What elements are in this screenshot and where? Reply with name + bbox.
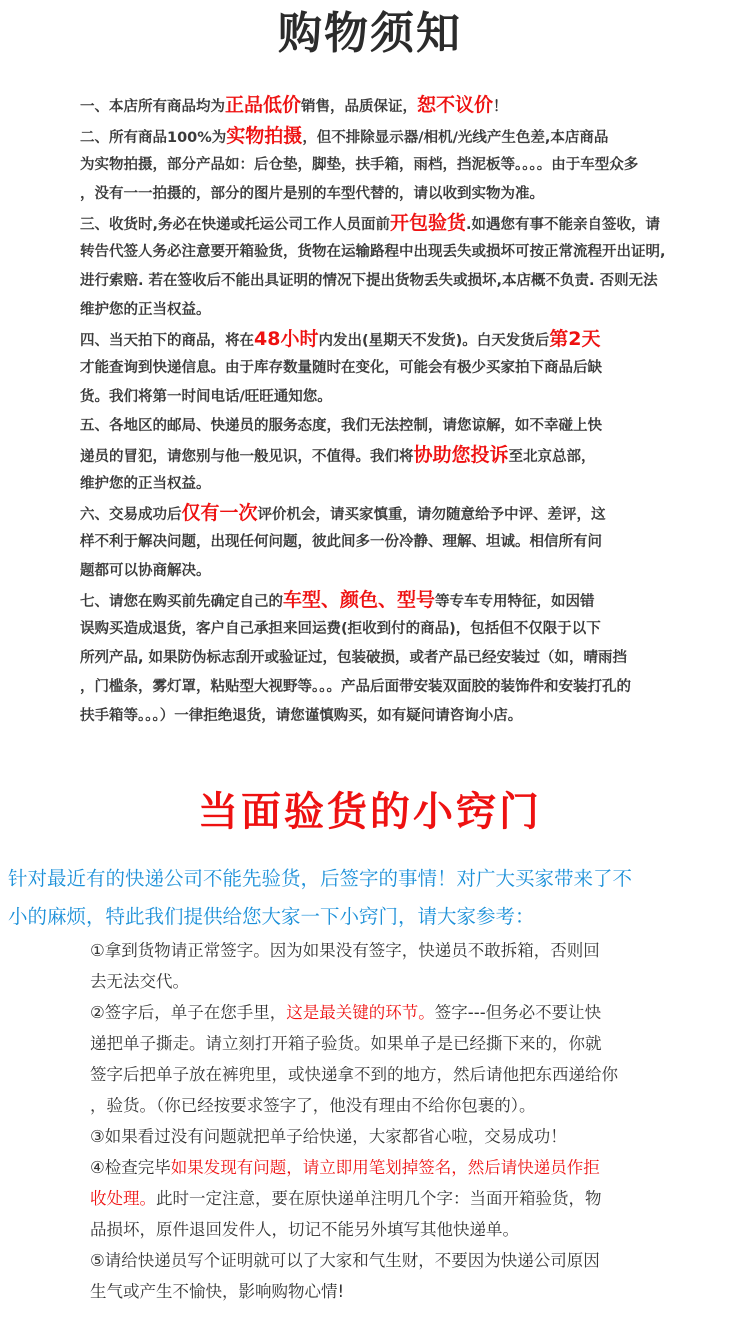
highlight-text: 如果发现有问题，请立即用笔划掉签名，然后请快递员作拒 (170, 1158, 600, 1177)
text-segment: 此时一定注意，要在原快递单注明几个字：当面开箱验货，物 (156, 1189, 602, 1208)
text-segment: 样不利于解决问题，出现任何问题，彼此间多一份冷静、理解、坦诚。相信所有问 (80, 534, 602, 550)
rule-item (80, 209, 720, 325)
step-item-line (90, 1183, 720, 1214)
step-item-line (90, 1121, 720, 1152)
step-item (90, 1121, 720, 1152)
text-segment: 二、所有商品100%为 (80, 130, 227, 146)
text-segment: ，门槛条，雾灯罩，粘贴型大视野等。。。产品后面带安装双面胶的装饰件和安装打孔的 (80, 679, 631, 695)
text-segment: 维护您的正当权益。 (80, 476, 211, 492)
rule-item-line (80, 673, 720, 702)
text-segment: 维护您的正当权益。 (80, 302, 211, 318)
inspection-steps (90, 935, 720, 1307)
rule-item-line (80, 528, 720, 557)
step-item (90, 997, 720, 1121)
highlight-text: 开包验货 (390, 212, 467, 234)
rule-item-line (80, 151, 720, 180)
text-segment: ③如果看过没有问题就把单子给快递，大家都省心啦，交易成功！ (90, 1127, 567, 1146)
step-item-line (90, 997, 720, 1028)
text-segment: 去无法交代。 (90, 972, 189, 991)
shopping-rules (80, 88, 720, 731)
text-segment: 签字后把单子放在裤兜里，或快递拿不到的地方，然后请他把东西递给你 (90, 1065, 618, 1084)
text-segment: 品损坏，原件退回发件人，切记不能另外填写其他快递单。 (90, 1220, 519, 1239)
text-segment: ，但不排除显示器/相机/光线产生色差,本店商品 (302, 130, 609, 146)
highlight-text: 收处理。 (90, 1189, 156, 1208)
text-segment: 进行索赔. 若在签收后不能出具证明的情况下提出货物丢失或损坏,本店概不负责. 否则无法 (80, 273, 658, 289)
highlight-text: 实物拍摄 (226, 125, 303, 147)
highlight-text: 车型、颜色、型号 (283, 589, 436, 611)
text-segment: 至北京总部， (508, 449, 596, 465)
highlight-text: 仅有一次 (181, 502, 258, 524)
rule-item-line (80, 209, 720, 238)
rule-item (80, 325, 720, 412)
rule-item-line (80, 644, 720, 673)
text-segment: 三、收货时,务必在快递或托运公司工作人员面前 (80, 217, 391, 233)
highlight-text: 这是最关键的环节。 (286, 1003, 435, 1022)
rule-item (80, 122, 720, 209)
text-segment: 递员的冒犯，请您别与他一般见识，不值得。我们将 (80, 449, 414, 465)
intro-line: 针对最近有的快递公司不能先验货，后签字的事情！对广大买家带来了不 (8, 867, 633, 890)
text-segment: 所列产品, 如果防伪标志刮开或验证过，包装破损，或者产品已经安装过（如，晴雨挡 (80, 650, 628, 666)
step-item-line (90, 1090, 720, 1121)
rule-item (80, 412, 720, 499)
text-segment: 签字---但务必不要让快 (434, 1003, 602, 1022)
text-segment: 销售，品质保证， (301, 99, 418, 115)
text-segment: 误购买造成退货，客户自己承担来回运费(拒收到付的商品)，包括但不仅限于以下 (80, 621, 601, 637)
rule-item-line (80, 238, 720, 267)
text-segment: 等专车专用特征，如因错 (435, 594, 595, 610)
rule-item-line (80, 615, 720, 644)
rule-item-line (80, 88, 720, 122)
step-item-line (90, 1152, 720, 1183)
text-segment: 货。我们将第一时间电话/旺旺通知您。 (80, 389, 332, 405)
text-segment: ，验货。（你已经按要求签字了，他没有理由不给你包裹的）。 (90, 1096, 536, 1115)
text-segment: ⑤请给快递员写个证明就可以了大家和气生财，不要因为快递公司原因 (90, 1251, 600, 1270)
text-segment: 内发出(星期天不发货)。白天发货后 (318, 333, 550, 349)
step-item-line (90, 1245, 720, 1276)
text-segment: 四、当天拍下的商品，将在 (80, 333, 254, 349)
highlight-text: 恕不议价 (417, 94, 494, 116)
rule-item-line (80, 441, 720, 470)
rule-item-line (80, 383, 720, 412)
intro-line: 小的麻烦，特此我们提供给您大家一下小窍门，请大家参考： (8, 905, 535, 928)
section-title-inspection-tips: 当面验货的小窍门 (198, 789, 542, 835)
step-item-line (90, 1028, 720, 1059)
step-item (90, 1152, 720, 1245)
rule-item-line (80, 122, 720, 151)
step-item-line (90, 935, 720, 966)
rule-item (80, 586, 720, 731)
step-item-line (90, 1059, 720, 1090)
rule-item-line (80, 412, 720, 441)
text-segment: ，没有一一拍摄的，部分的图片是别的车型代替的，请以收到实物为准。 (80, 186, 544, 202)
rule-item (80, 499, 720, 586)
text-segment: 生气或产生不愉快，影响购物心情! (90, 1282, 345, 1301)
rule-item (80, 88, 720, 122)
rule-item-line (80, 557, 720, 586)
text-segment: 七、请您在购买前先确定自己的 (80, 594, 283, 610)
text-segment: 六、交易成功后 (80, 507, 182, 523)
step-item-line (90, 1214, 720, 1245)
rule-item-line (80, 499, 720, 528)
text-segment: 转告代签人务必注意要开箱验货，货物在运输路程中出现丢失或损坏可按正常流程开出证明, (80, 244, 666, 260)
highlight-text: 第2天 (549, 328, 601, 350)
rule-item-line (80, 325, 720, 354)
text-segment: 递把单子撕走。请立刻打开箱子验货。如果单子是已经撕下来的，你就 (90, 1034, 602, 1053)
highlight-text: 正品低价 (225, 94, 302, 116)
highlight-text: 协助您投诉 (413, 444, 509, 466)
step-item (90, 935, 720, 997)
step-item (90, 1245, 720, 1307)
text-segment: ②签字后，单子在您手里， (90, 1003, 287, 1022)
rule-item-line (80, 354, 720, 383)
rule-item-line (80, 180, 720, 209)
rule-item-line (80, 586, 720, 615)
inspection-intro (8, 860, 738, 936)
text-segment: .如遇您有事不能亲自签收，请 (466, 217, 661, 233)
text-segment: 扶手箱等。。。）一律拒绝退货，请您谨慎购买，如有疑问请咨询小店。 (80, 708, 523, 724)
highlight-text: 48小时 (254, 328, 319, 350)
rule-item-line (80, 470, 720, 499)
text-segment: ①拿到货物请正常签字。因为如果没有签字，快递员不敢拆箱，否则回 (90, 941, 600, 960)
step-item-line (90, 966, 720, 997)
text-segment: 为实物拍摄，部分产品如：后仓垫，脚垫，扶手箱，雨档，挡泥板等。。。。由于车型众多 (80, 157, 639, 173)
text-segment: 评价机会，请买家慎重，请勿随意给予中评、差评，这 (257, 507, 606, 523)
text-segment: 题都可以协商解决。 (80, 563, 211, 579)
text-segment: ④检查完毕 (90, 1158, 171, 1177)
rule-item-line (80, 702, 720, 731)
text-segment: ！ (493, 99, 508, 115)
rule-item-line (80, 267, 720, 296)
rule-item-line (80, 296, 720, 325)
text-segment: 一、本店所有商品均为 (80, 99, 225, 115)
page-title: 购物须知 (278, 8, 462, 59)
step-item-line (90, 1276, 720, 1307)
text-segment: 才能查询到快递信息。由于库存数量随时在变化，可能会有极少买家拍下商品后缺 (80, 360, 602, 376)
text-segment: 五、各地区的邮局、快递员的服务态度，我们无法控制，请您谅解，如不幸碰上快 (80, 418, 602, 434)
